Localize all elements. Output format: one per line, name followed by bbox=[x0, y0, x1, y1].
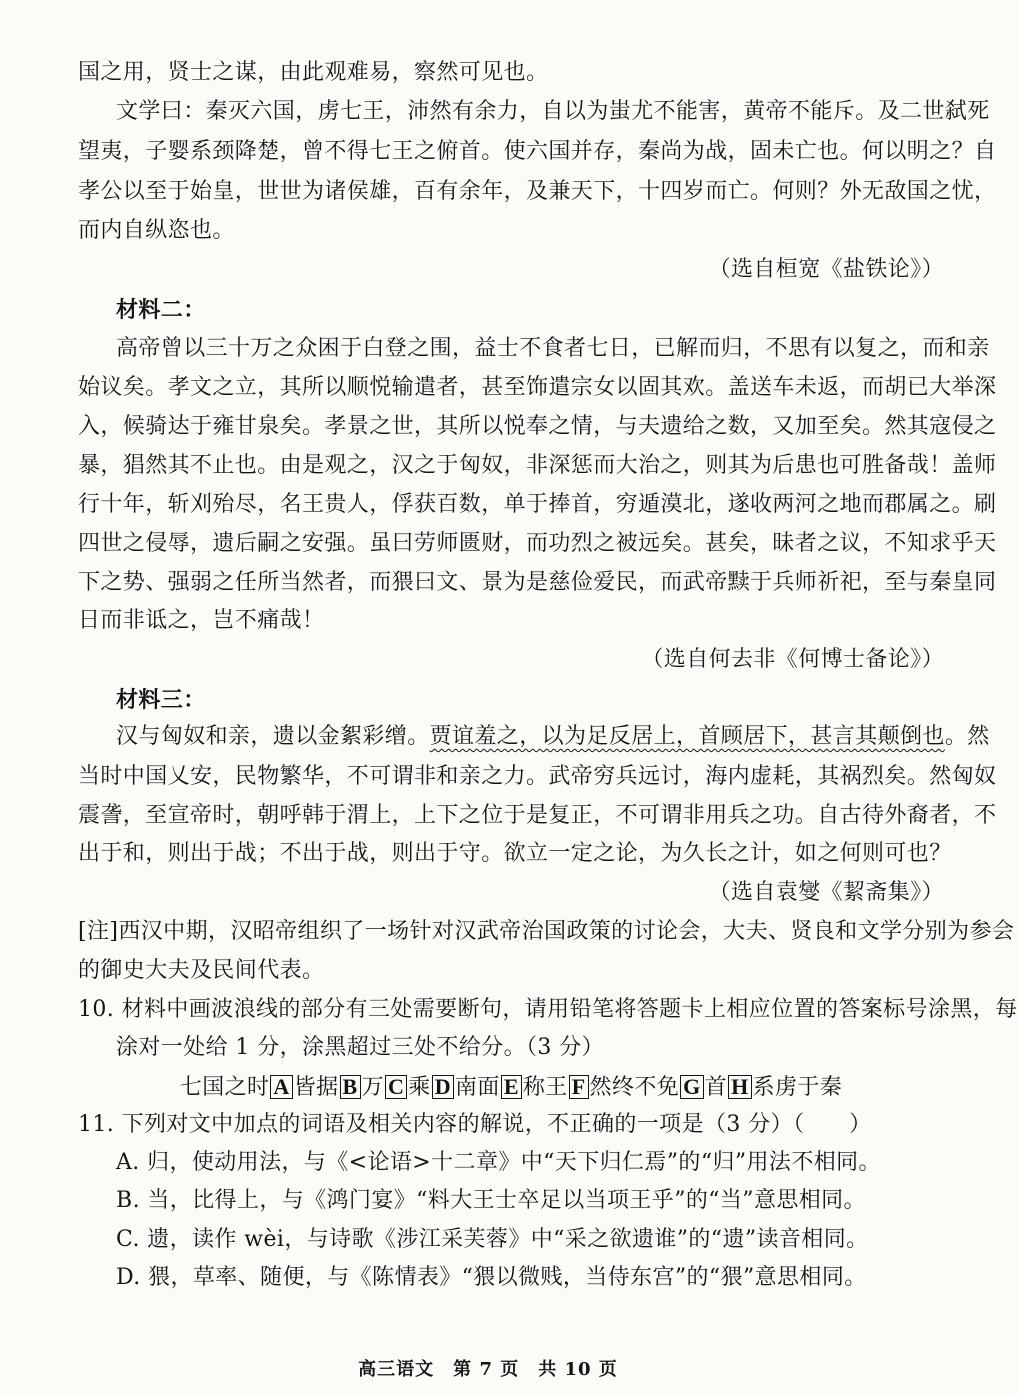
text-line: 始议矣。孝文之立，其所以顺悦输遣者，甚至饰遣宗女以固其欢。盖送车未返，而胡已大举深 bbox=[78, 375, 997, 400]
segment-text: 皆据 bbox=[293, 1075, 339, 1100]
segment-text: 首 bbox=[704, 1075, 728, 1100]
choice-B[interactable]: B. 当，比得上，与《鸿门宴》“料大王士卒足以当项王乎”的“当”意思相同。 bbox=[116, 1188, 866, 1213]
segment-text: 系虏于秦 bbox=[752, 1075, 843, 1100]
text-line: 震詟，至宣帝时，朝呼韩于渭上，上下之位于是复正，不可谓非用兵之功。自古待外裔者，不 bbox=[78, 803, 997, 828]
text-segment: 汉与匈奴和亲，遗以金絮彩缯。 bbox=[116, 724, 430, 749]
text-line: 当时中国乂安，民物繁华，不可谓非和亲之力。武帝穷兵远讨，海内虚耗，其祸烈矣。然匈奴 bbox=[78, 764, 997, 789]
choice-D[interactable]: D. 猥，草率、随便，与《陈情表》“猥以微贱，当侍东宫”的“猥”意思相同。 bbox=[116, 1265, 867, 1290]
option-box-D[interactable]: D bbox=[432, 1075, 454, 1099]
wavy-underlined-passage: 贾谊羞之，以为足反居上，首顾居下，甚言其颠倒也 bbox=[429, 724, 945, 749]
text-line: 文学曰：秦灭六国，虏七王，沛然有余力，自以为蚩尤不能害，黄帝不能斥。及二世弑死 bbox=[116, 99, 990, 124]
footnote: [注]西汉中期，汉昭帝组织了一场针对汉武帝治国政策的讨论会，大夫、贤良和文学分别为参会 bbox=[78, 919, 1015, 944]
source-citation: （选自桓宽《盐铁论》） bbox=[708, 257, 944, 282]
answer-options-row bbox=[78, 1073, 944, 1103]
footnote: 的御史大夫及民间代表。 bbox=[78, 958, 325, 983]
option-box-B[interactable]: B bbox=[340, 1075, 361, 1099]
text-line: 出于和，则出于战；不出于战，则出于守。欲立一定之论，为久长之计，如之何则可也？ bbox=[78, 841, 952, 866]
text-segment: 。然 bbox=[944, 724, 990, 749]
material-heading: 材料二： bbox=[116, 297, 206, 323]
option-box-E[interactable]: E bbox=[501, 1075, 522, 1099]
text-line: 行十年，斩刈殆尽，名王贵人，俘获百数，单于捧首，穷遁漠北，遂收两河之地而郡属之。刷 bbox=[78, 492, 997, 517]
text-line: 四世之侵辱，遗后嗣之安强。虽曰劳师匮财，而功烈之被远矣。甚矣，昧者之议，不知求乎天 bbox=[78, 531, 997, 556]
option-box-C[interactable]: C bbox=[385, 1075, 407, 1099]
option-box-G[interactable]: G bbox=[680, 1075, 704, 1099]
text-line: 高帝曾以三十万之众困于白登之围，益士不食者七日，已解而归，不思有以复之，而和亲 bbox=[116, 336, 990, 361]
segment-text: 乘 bbox=[408, 1075, 431, 1100]
text-line: 孝公以至于始皇，世世为诸侯雄，百有余年，及兼天下，十四岁而亡。何则？外无敌国之忧， bbox=[78, 179, 997, 204]
question-10-stem: 10. 材料中画波浪线的部分有三处需要断句，请用铅笔将答题卡上相应位置的答案标号涂黑，每 bbox=[78, 997, 1018, 1022]
question-11-stem: 11. 下列对文中加点的词语及相关内容的解说，不正确的一项是（3 分）（ ） bbox=[78, 1112, 872, 1137]
text-line: 下之势、强弱之任所当然者，而猥曰文、景为是慈俭爱民，而武帝黩于兵师祈祀，至与秦皇同 bbox=[78, 570, 997, 595]
segment-text: 七国之时 bbox=[179, 1075, 270, 1100]
choice-C[interactable]: C. 遗，读作 wèi，与诗歌《涉江采芙蓉》中“采之欲遗谁”的“遗”读音相同。 bbox=[116, 1227, 869, 1252]
option-box-A[interactable]: A bbox=[270, 1075, 292, 1099]
segment-text: 南面 bbox=[455, 1075, 500, 1100]
text-line: 暴，猖然其不止也。由是观之，汉之于匈奴，非深惩而大治之，则其为后患也可胜备哉！盖师 bbox=[78, 453, 997, 478]
question-10-stem: 涂对一处给 1 分，涂黑超过三处不给分。（3 分） bbox=[116, 1035, 604, 1060]
segment-text: 万 bbox=[361, 1075, 384, 1100]
text-line: 国之用，贤士之谋，由此观难易，察然可见也。 bbox=[78, 60, 549, 85]
text-line: 入，候骑达于雍甘泉矣。孝景之世，其所以悦奉之情，与夫遗给之数，又加至矣。然其寇侵之 bbox=[78, 414, 997, 439]
page-footer: 高三语文 第 7 页 共 10 页 bbox=[358, 1359, 618, 1380]
source-citation: （选自何去非《何博士备论》） bbox=[641, 647, 944, 672]
option-box-H[interactable]: H bbox=[728, 1075, 752, 1099]
choice-A[interactable]: A. 归，使动用法，与《<论语>十二章》中“天下归仁焉”的“归”用法不相同。 bbox=[116, 1150, 881, 1175]
source-citation: （选自袁燮《絜斋集》） bbox=[708, 880, 944, 905]
text-line: 日而非诋之，岂不痛哉！ bbox=[78, 608, 325, 633]
option-box-F[interactable]: F bbox=[569, 1075, 589, 1099]
segment-text: 称王 bbox=[522, 1075, 568, 1100]
material-heading: 材料三： bbox=[116, 687, 206, 713]
text-line bbox=[116, 722, 990, 752]
text-line: 而内自纵恣也。 bbox=[78, 218, 235, 243]
segment-text: 然终不免 bbox=[589, 1075, 680, 1100]
text-line: 望夷，子婴系颈降楚，曾不得七王之俯首。使六国并存，秦尚为战，固未亡也。何以明之？自 bbox=[78, 139, 997, 164]
